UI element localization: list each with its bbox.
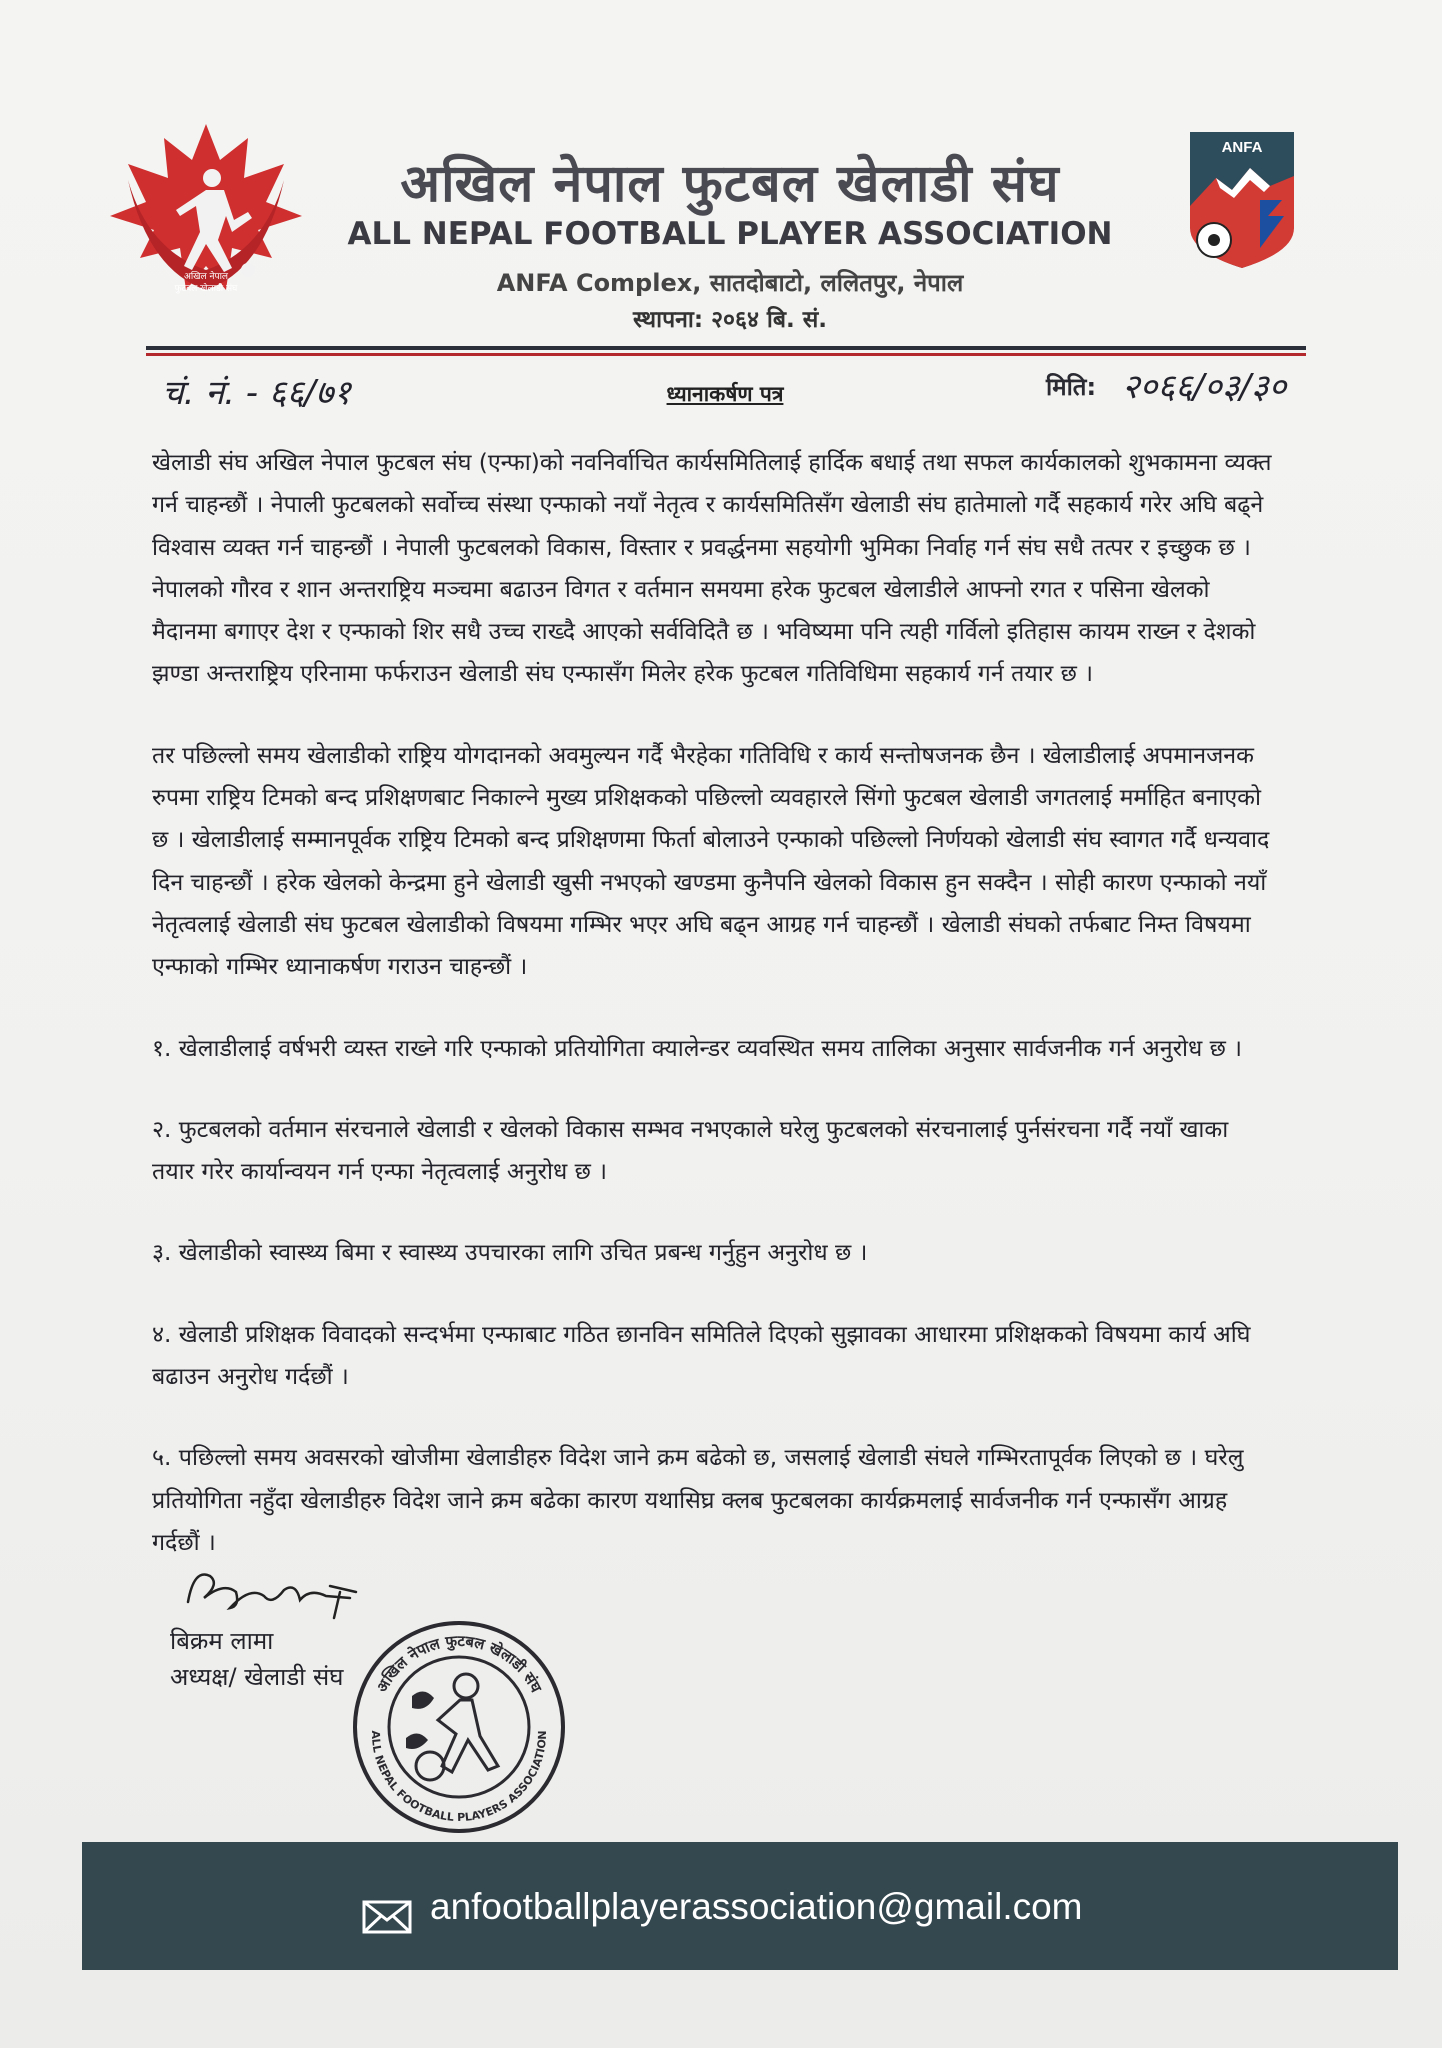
association-logo (108, 120, 304, 300)
request-item-5: ५. पछिल्लो समय अवसरको खोजीमा खेलाडीहरु विदेश जाने क्रम बढेको छ, जसलाई खेलाडी संघले गम्भिरतापूर्वक लिएको छ । घरेलु प्रतियोगिता नहुँदा खेलाडीहरु विदेश जाने क्रम बढेका कारण यथासिघ्र क्लब फुटबलका कार्यक्रमलाई सार्वजनीक गर्न एन्फासँग आग्रह गर्दछौं । (152, 1444, 1244, 1556)
mail-icon (362, 1900, 412, 1934)
svg-text:ALL NEPAL FOOTBALL PLAYERS ASS: ALL NEPAL FOOTBALL PLAYERS ASSOCIATION (368, 1730, 550, 1825)
reference-number: चं. नं. - ६६/७१ (162, 373, 351, 413)
signatory-title: अध्यक्ष/ खेलाडी संघ (170, 1663, 344, 1691)
org-address: ANFA Complex, सातदोबाटो, ललितपुर, नेपाल (496, 269, 964, 297)
established-date: स्थापना: २०६४ बि. सं. (632, 307, 828, 333)
letter-body (152, 442, 1272, 1603)
date-label: मिति: (1046, 373, 1097, 401)
svg-text:अखिल नेपाल फुटबल खेलाडी संघ: अखिल नेपाल फुटबल खेलाडी संघ (372, 1631, 546, 1696)
request-item-3: ३. खेलाडीको स्वास्थ्य बिमा र स्वास्थ्य उपचारका लागि उचित प्रबन्ध गर्नुहुन अनुरोध छ । (152, 1239, 868, 1267)
org-name-nepali: अखिल नेपाल फुटबल खेलाडी संघ (400, 154, 1060, 214)
signatory-name: बिक्रम लामा (170, 1627, 274, 1655)
request-item-1: १. खेलाडीलाई वर्षभरी व्यस्त राख्ने गरि एन्फाको प्रतियोगिता क्यालेन्डर व्यवस्थित समय तालिका अनुसार सार्वजनीक गर्न अनुरोध छ । (152, 1034, 1243, 1062)
org-name-english: ALL NEPAL FOOTBALL PLAYER ASSOCIATION (347, 216, 1113, 252)
letter-subject: ध्यानाकर्षण पत्र (666, 382, 784, 406)
contact-email[interactable]: anfootballplayerassociation@gmail.com (430, 1886, 1083, 1927)
request-item-4: ४. खेलाडी प्रशिक्षक विवादको सन्दर्भमा एन्फाबाट गठित छानविन समितिले दिएको सुझावका आधारमा प्रशिक्षकको विषयमा कार्य अघि बढाउन अनुरोध गर्दछौं । (152, 1320, 1251, 1391)
svg-text:ANFA: ANFA (1221, 139, 1263, 156)
anfa-logo (1186, 128, 1298, 270)
handwritten-signature (180, 1562, 390, 1624)
svg-text:अखिल नेपाल: अखिल नेपाल (183, 272, 229, 282)
header-divider-red (146, 353, 1306, 356)
association-stamp (348, 1616, 570, 1838)
header-divider-dark (146, 346, 1306, 350)
paragraph-intro: खेलाडी संघ अखिल नेपाल फुटबल संघ (एन्फा)को नवनिर्वाचित कार्यसमितिलाई हार्दिक बधाई तथा सफल कार्यकालको शुभकामना व्यक्त गर्न चाहन्छौं । नेपाली फुटबलको सर्वोच्च संस्था एन्फाको नयाँ नेतृत्व र कार्यसमितिसँग खेलाडी संघ हातेमालो गर्दै सहकार्य गरेर अघि बढ्ने विश्वास व्यक्त गर्न चाहन्छौं । नेपाली फुटबलको विकास, विस्तार र प्रवर्द्धनमा सहयोगी भुमिका निर्वाह गर्न संघ सधै तत्पर र इच्छुक छ । नेपालको गौरव र शान अन्तराष्ट्रिय मञ्चमा बढाउन विगत र वर्तमान समयमा हरेक फुटबल खेलाडीले आफ्नो रगत र पसिना खेलको मैदानमा बगाएर देश र एन्फाको शिर सधै उच्च राख्दै आएको सर्वविदितै छ । भविष्यमा पनि त्यही गर्विलो इतिहास कायम राख्न र देशको झण्डा अन्तराष्ट्रिय एरिनामा फर्फराउन खेलाडी संघ एन्फासँग मिलेर हरेक फुटबल गतिविधिमा सहकार्य गर्न तयार छ । (152, 449, 1272, 688)
paragraph-concern: तर पछिल्लो समय खेलाडीको राष्ट्रिय योगदानको अवमुल्यन गर्दै भैरहेका गतिविधि र कार्य सन्तोषजनक छैन । खेलाडीलाई अपमानजनक रुपमा राष्ट्रिय टिमको बन्द प्रशिक्षणबाट निकाल्ने मुख्य प्रशिक्षकको पछिल्लो व्यवहारले सिंगो फुटबल खेलाडी जगतलाई मर्माहित बनाएको छ । खेलाडीलाई सम्मानपूर्वक राष्ट्रिय टिमको बन्द प्रशिक्षणमा फिर्ता बोलाउने एन्फाको पछिल्लो निर्णयको खेलाडी संघ स्वागत गर्दै धन्यवाद दिन चाहन्छौं । हरेक खेलको केन्द्रमा हुने खेलाडी खुसी नभएको खण्डमा कुनैपनि खेलको विकास हुन सक्दैन । सोही कारण एन्फाको नयाँ नेतृत्वलाई खेलाडी संघ फुटबल खेलाडीको विषयमा गम्भिर भएर अघि बढ्न आग्रह गर्न चाहन्छौं । खेलाडी संघको तर्फबाट निम्त विषयमा एन्फाको गम्भिर ध्यानाकर्षण गराउन चाहन्छौं । (152, 741, 1270, 981)
request-item-2: २. फुटबलको वर्तमान संरचनाले खेलाडी र खेलको विकास सम्भव नभएकाले घरेलु फुटबलको संरचनालाई पुर्नसंरचना गर्दै नयाँ खाका तयार गरेर कार्यान्वयन गर्न एन्फा नेतृत्वलाई अनुरोध छ । (152, 1115, 1229, 1186)
svg-text:फुटबल खेलाडी संघ: फुटबल खेलाडी संघ (174, 284, 238, 294)
date-value: २०६६/०३/३० (1122, 367, 1287, 407)
footer-bar (82, 1842, 1398, 1970)
